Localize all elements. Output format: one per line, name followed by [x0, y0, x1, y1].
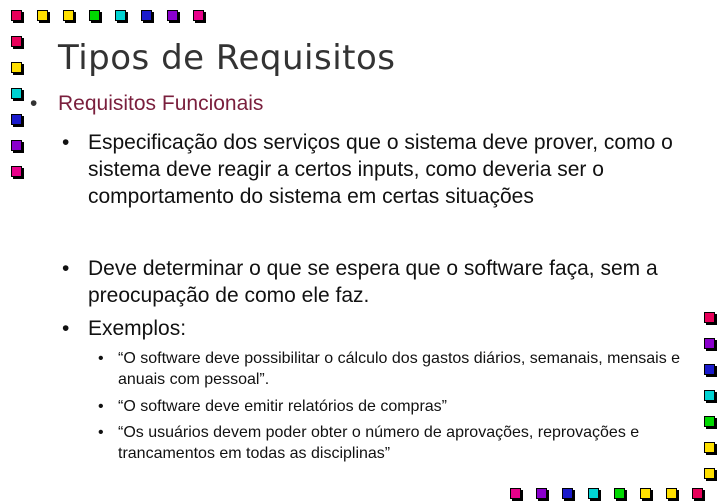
bullet-dot: •: [62, 131, 70, 154]
decorative-square: [704, 442, 715, 453]
bullet-dot: •: [30, 92, 38, 115]
decorative-square: [11, 10, 22, 21]
decorative-square: [640, 488, 651, 499]
decorative-square: [562, 488, 573, 499]
decorative-square: [510, 488, 521, 499]
decorative-square: [167, 10, 178, 21]
decorative-square: [115, 10, 126, 21]
bullet-dot: •: [98, 398, 104, 415]
decorative-square: [193, 10, 204, 21]
example-text: “O software deve emitir relatórios de compras”: [118, 398, 447, 415]
decorative-square: [704, 416, 715, 427]
slide-title: Tipos de Requisitos: [58, 38, 396, 78]
decorative-square: [11, 62, 22, 73]
decorative-square: [536, 488, 547, 499]
decorative-square: [37, 10, 48, 21]
bullet-dot: •: [98, 350, 104, 367]
decorative-square: [614, 488, 625, 499]
decorative-square: [11, 36, 22, 47]
decorative-square: [704, 364, 715, 375]
decorative-square: [11, 166, 22, 177]
decorative-square: [63, 10, 74, 21]
example-bullet: [98, 422, 698, 464]
point-bullet: [62, 315, 682, 342]
bullet-dot: •: [62, 257, 70, 280]
decorative-square: [704, 338, 715, 349]
decorative-square: [666, 488, 677, 499]
point-bullet: [62, 129, 682, 210]
bullet-dot: •: [62, 317, 70, 340]
point-bullet: [62, 255, 682, 309]
example-text: “O software deve possibilitar o cálculo dos gastos diários, semanais, mensais e anuais com pessoal”.: [118, 350, 681, 388]
decorative-square: [704, 390, 715, 401]
decorative-square: [692, 488, 703, 499]
section-heading: Requisitos Funcionais: [58, 92, 264, 115]
point-text: Exemplos:: [88, 317, 187, 340]
decorative-square: [704, 468, 715, 479]
point-text: Especificação dos serviços que o sistema deve prover, como o sistema deve reagir a certos inputs, como deveria ser o comportamento do sistema em certas situações: [88, 131, 673, 208]
example-bullet: [98, 396, 698, 417]
decorative-square: [89, 10, 100, 21]
example-bullet: [98, 348, 698, 390]
decorative-square: [11, 140, 22, 151]
example-text: “Os usuários devem poder obter o número de aprovações, reprovações e trancamentos em todas as disciplinas”: [118, 424, 640, 462]
decorative-square: [588, 488, 599, 499]
decorative-square: [141, 10, 152, 21]
decorative-square: [11, 114, 22, 125]
point-text: Deve determinar o que se espera que o software faça, sem a preocupação de como ele faz.: [88, 257, 658, 307]
decorative-square: [704, 312, 715, 323]
decorative-square: [11, 88, 22, 99]
bullet-dot: •: [98, 424, 104, 441]
